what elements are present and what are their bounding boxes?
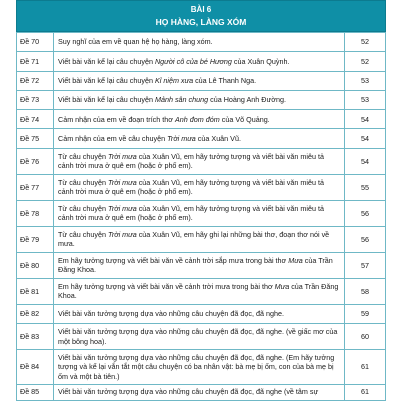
topic-title <box>54 148 345 174</box>
topic-text: của Xuân Vũ. <box>195 133 241 143</box>
page-number: 52 <box>345 33 386 52</box>
topic-title <box>54 90 345 109</box>
toc-row <box>17 52 386 71</box>
topic-number: Đề 71 <box>17 52 54 71</box>
topic-number: Đề 74 <box>17 110 54 129</box>
topic-title <box>54 200 345 226</box>
page-number: 61 <box>345 350 386 385</box>
toc-row <box>17 252 386 278</box>
work-title: Trời mưa <box>107 151 137 161</box>
page-number: 54 <box>345 148 386 174</box>
lesson-number: BÀI 6 <box>190 5 212 14</box>
page-number: 54 <box>345 110 386 129</box>
toc-row <box>17 110 386 129</box>
page-number: 60 <box>345 324 386 350</box>
topic-number: Đề 70 <box>17 33 54 52</box>
toc-row <box>17 129 386 148</box>
topic-number: Đề 72 <box>17 71 54 90</box>
topic-text: Cảm nhận của em về đoạn trích thơ <box>58 114 175 124</box>
section-banner <box>16 0 386 32</box>
toc-row <box>17 148 386 174</box>
work-title: Mảnh sân chung <box>154 95 209 105</box>
work-title: Mưa <box>274 281 290 291</box>
topic-title <box>54 252 345 278</box>
topic-number: Đề 85 <box>17 385 54 400</box>
topic-title <box>54 110 345 129</box>
topic-text: Từ câu chuyện <box>58 229 108 239</box>
topic-text: Từ câu chuyện <box>58 151 108 161</box>
topic-text: Từ câu chuyện <box>58 177 108 187</box>
topic-text: Viết bài văn kể lại câu chuyện <box>58 95 155 105</box>
topic-text: của Xuân Vũ, em hãy ghi lại những bài thơ, đoạn thơ nói về mưa. <box>58 229 330 249</box>
topic-text: Viết bài văn tưởng tượng dựa vào những câu chuyện đã đọc, đã nghe (về tâm sự <box>58 387 319 397</box>
work-title: Anh đom đóm <box>174 114 220 124</box>
topic-number: Đề 78 <box>17 200 54 226</box>
topic-text: của Xuân Vũ, em hãy tưởng tượng và viết bài văn miêu tả cảnh trời mưa ở quê em (hoặc ở phố em). <box>58 151 324 171</box>
toc-row <box>17 174 386 200</box>
topic-text: Viết bài văn tưởng tượng dựa vào những câu chuyện đã đọc, đã nghe. <box>58 309 284 319</box>
toc-row <box>17 324 386 350</box>
table-of-contents <box>16 0 386 401</box>
page-number: 58 <box>345 278 386 304</box>
toc-row <box>17 385 386 400</box>
topic-number: Đề 73 <box>17 90 54 109</box>
topic-text: Em hãy tưởng tượng và viết bài văn về cảnh trời mưa trong bài thơ <box>58 281 275 291</box>
toc-table <box>16 32 386 401</box>
work-title: Trời mưa <box>107 203 137 213</box>
topic-title <box>54 71 345 90</box>
topic-title <box>54 304 345 323</box>
work-title: Trời mưa <box>107 229 137 239</box>
work-title: Trời mưa <box>107 177 137 187</box>
topic-text: Viết bài văn tưởng tượng dựa vào những câu chuyện đã đọc, đã nghe. (về giấc mơ của một bông hoa). <box>58 327 338 346</box>
topic-text: Em hãy tưởng tượng và viết bài văn về cảnh trời sắp mưa trong bài thơ <box>58 255 289 265</box>
topic-text: của Xuân Quỳnh. <box>231 56 290 66</box>
topic-text: Suy nghĩ của em về quan hệ họ hàng, làng xóm. <box>58 37 213 47</box>
topic-number: Đề 79 <box>17 226 54 252</box>
topic-text: của Trần Đăng Khoa. <box>58 255 333 275</box>
page-number: 59 <box>345 304 386 323</box>
topic-number: Đề 81 <box>17 278 54 304</box>
topic-title <box>54 385 345 400</box>
topic-title <box>54 324 345 350</box>
page-number: 54 <box>345 129 386 148</box>
topic-number: Đề 77 <box>17 174 54 200</box>
topic-number: Đề 84 <box>17 350 54 385</box>
topic-title <box>54 174 345 200</box>
page-number: 55 <box>345 174 386 200</box>
topic-text: của Xuân Vũ, em hãy tưởng tượng và viết bài văn miêu tả cảnh trời mưa ở quê em (hoặc ở phố em). <box>58 203 324 223</box>
topic-title <box>54 350 345 385</box>
page-number: 52 <box>345 52 386 71</box>
page-number: 61 <box>345 385 386 400</box>
topic-text: Viết bài văn kể lại câu chuyện <box>58 76 155 86</box>
topic-text: Viết bài văn kể lại câu chuyện <box>58 56 155 66</box>
page-number: 53 <box>345 90 386 109</box>
topic-text: Viết bài văn tưởng tượng dựa vào những câu chuyện đã đọc, đã nghe. (Em hãy tưởng tượng và kể lại vắn tắt một câu chuyện có ba nhân vật: bà mẹ bị ốm, con của bà mẹ bị ốm và một bà tiên.) <box>58 353 335 381</box>
toc-row <box>17 200 386 226</box>
topic-text: của Lê Thanh Nga. <box>193 76 257 86</box>
section-title: HỌ HÀNG, LÀNG XÓM <box>155 17 247 27</box>
topic-title <box>54 226 345 252</box>
topic-number: Đề 80 <box>17 252 54 278</box>
toc-row <box>17 33 386 52</box>
topic-text: của Võ Quảng. <box>219 114 270 124</box>
topic-number: Đề 82 <box>17 304 54 323</box>
toc-row <box>17 350 386 385</box>
topic-title <box>54 52 345 71</box>
topic-number: Đề 76 <box>17 148 54 174</box>
toc-row <box>17 304 386 323</box>
toc-row <box>17 278 386 304</box>
topic-title <box>54 278 345 304</box>
work-title: Mưa <box>288 255 303 265</box>
work-title: Trời mưa <box>167 133 196 143</box>
topic-number: Đề 83 <box>17 324 54 350</box>
page-number: 57 <box>345 252 386 278</box>
toc-row <box>17 71 386 90</box>
page-number: 56 <box>345 226 386 252</box>
topic-title <box>54 33 345 52</box>
topic-text: Cảm nhận của em về câu chuyện <box>58 133 168 143</box>
toc-row <box>17 90 386 109</box>
topic-text: của Trần Đăng Khoa. <box>58 281 339 301</box>
toc-row <box>17 226 386 252</box>
topic-number: Đề 75 <box>17 129 54 148</box>
topic-text: Từ câu chuyện <box>58 203 108 213</box>
topic-title <box>54 129 345 148</box>
topic-text: của Hoàng Anh Đường. <box>208 95 286 105</box>
page-number: 53 <box>345 71 386 90</box>
page-number: 56 <box>345 200 386 226</box>
work-title: Người cô của bé Hương <box>154 56 232 66</box>
work-title: Kỉ niệm xưa <box>154 76 194 86</box>
topic-text: của Xuân Vũ, em hãy tưởng tượng và viết bài văn miêu tả cảnh trời mưa ở quê em (hoặc ở phố em). <box>58 177 324 197</box>
